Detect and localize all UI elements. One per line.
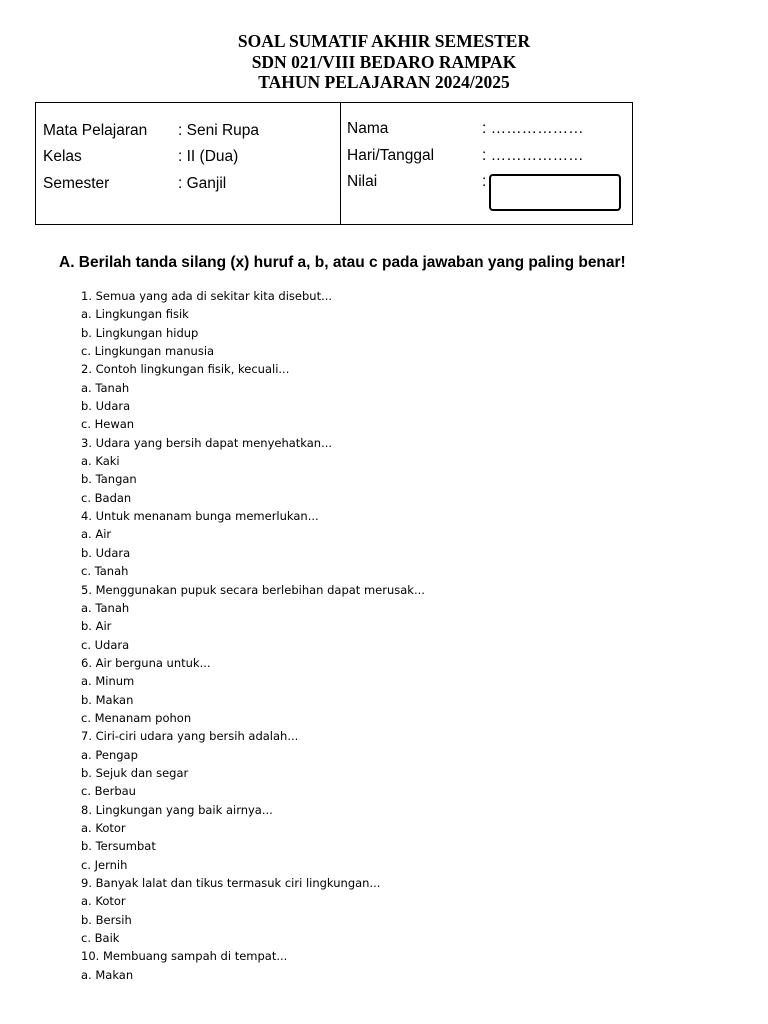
question-item: 4. Untuk menanam bunga memerlukan... [81, 509, 319, 524]
question-item: 7. Ciri-ciri udara yang bersih adalah... [81, 729, 299, 744]
answer-option[interactable]: c. Udara [81, 637, 130, 652]
answer-option[interactable]: b. Udara [81, 545, 131, 560]
exam-header [0, 31, 768, 93]
answer-option[interactable]: a. Kotor [81, 820, 126, 835]
header-year: TAHUN PELAJARAN 2024/2025 [258, 72, 510, 92]
answer-option[interactable]: a. Makan [81, 967, 134, 982]
answer-option[interactable]: a. Pengap [81, 747, 138, 762]
info-divider [340, 103, 341, 224]
answer-option[interactable]: b. Air [81, 619, 112, 634]
answer-option[interactable]: c. Berbau [81, 784, 136, 799]
answer-option[interactable]: c. Menanam pohon [81, 710, 192, 725]
section-a-title: A. Berilah tanda silang (x) huruf a, b, atau c pada jawaban yang paling benar! [59, 254, 626, 271]
answer-option[interactable]: b. Tersumbat [81, 839, 156, 854]
answer-option[interactable]: b. Bersih [81, 912, 132, 927]
answer-option[interactable]: b. Sejuk dan segar [81, 765, 189, 780]
answer-option[interactable]: c. Badan [81, 490, 132, 505]
student-info-box [35, 102, 633, 225]
subject-value: : Seni Rupa [178, 122, 259, 139]
question-item: 6. Air berguna untuk... [81, 655, 211, 670]
answer-option[interactable]: c. Jernih [81, 857, 128, 872]
answer-option[interactable]: b. Lingkungan hidup [81, 325, 199, 340]
semester-label: Semester [43, 175, 110, 192]
answer-option[interactable]: c. Tanah [81, 564, 129, 579]
date-label: Hari/Tanggal [347, 147, 435, 164]
subject-label: Mata Pelajaran [43, 122, 148, 139]
question-item: 1. Semua yang ada di sekitar kita disebut... [81, 289, 333, 303]
class-value: : II (Dua) [178, 148, 239, 165]
class-label: Kelas [43, 148, 82, 165]
name-field[interactable]: : ……………… [482, 120, 584, 137]
answer-option[interactable]: b. Udara [81, 399, 131, 414]
grade-colon: : [482, 173, 487, 190]
answer-option[interactable]: c. Baik [81, 931, 120, 946]
question-item: 10. Membuang sampah di tempat... [81, 949, 288, 964]
date-field[interactable]: : ……………… [482, 147, 584, 164]
answer-option[interactable]: a. Tanah [81, 380, 130, 395]
answer-option[interactable]: b. Makan [81, 692, 134, 707]
question-item: 9. Banyak lalat dan tikus termasuk ciri lingkungan... [81, 876, 381, 890]
grade-box[interactable] [489, 174, 621, 211]
name-label: Nama [347, 120, 389, 137]
answer-option[interactable]: a. Minum [81, 674, 135, 689]
answer-option[interactable]: c. Hewan [81, 417, 135, 432]
semester-value: : Ganjil [178, 175, 227, 192]
question-item: 8. Lingkungan yang baik airnya... [81, 802, 273, 817]
answer-option[interactable]: a. Kotor [81, 894, 126, 909]
answer-option[interactable]: a. Kaki [81, 454, 120, 469]
answer-option[interactable]: a. Tanah [81, 600, 130, 615]
answer-option[interactable]: b. Tangan [81, 472, 137, 487]
answer-option[interactable]: c. Lingkungan manusia [81, 344, 215, 359]
question-item: 5. Menggunakan pupuk secara berlebihan dapat merusak... [81, 582, 425, 597]
grade-label: Nilai [347, 173, 378, 190]
answer-option[interactable]: a. Air [81, 527, 112, 542]
header-school: SDN 021/VIII BEDARO RAMPAK [251, 51, 517, 72]
question-item: 3. Udara yang bersih dapat menyehatkan... [81, 435, 333, 450]
header-title: SOAL SUMATIF AKHIR SEMESTER [237, 31, 531, 51]
question-item: 2. Contoh lingkungan fisik, kecuali... [81, 362, 290, 377]
answer-option[interactable]: a. Lingkungan fisik [81, 307, 189, 322]
question-list [81, 287, 425, 984]
